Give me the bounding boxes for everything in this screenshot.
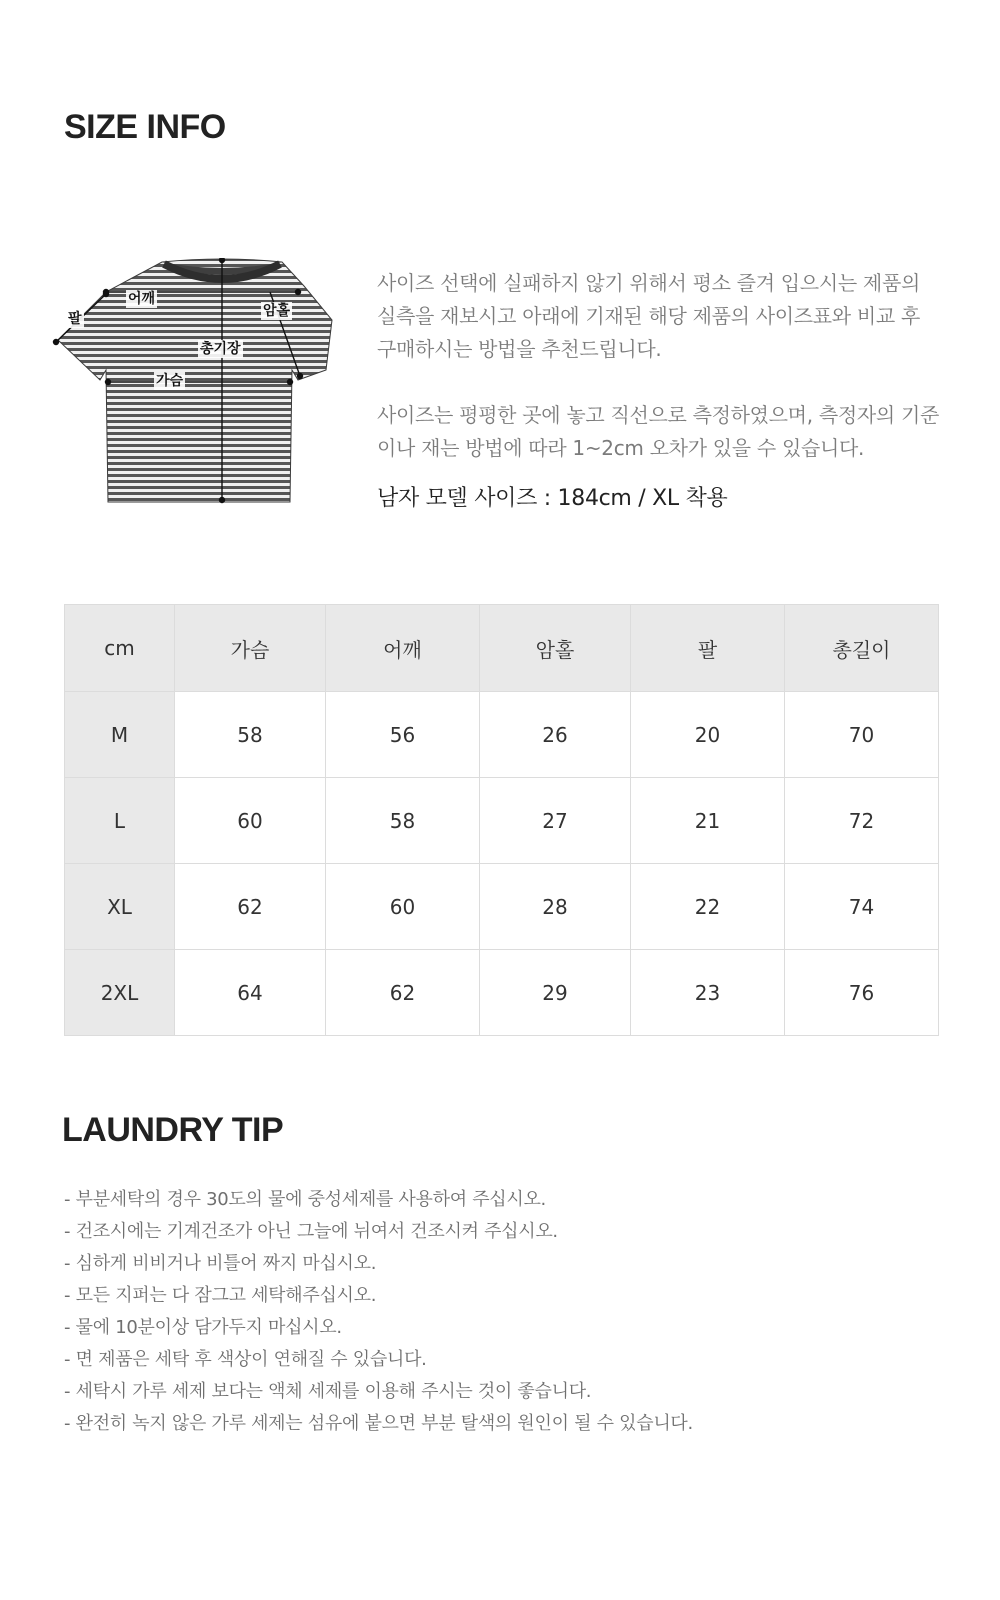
table-row [65, 864, 939, 950]
list-item: - 면 제품은 세탁 후 색상이 연해질 수 있습니다. [64, 1349, 427, 1370]
list-item: - 세탁시 가루 세제 보다는 액체 세제를 이용해 주시는 것이 좋습니다. [64, 1381, 592, 1402]
laundry-tip-title: LAUNDRY TIP [62, 1111, 284, 1149]
size-guide-text [377, 267, 952, 465]
table-row [65, 692, 939, 778]
tshirt-measurement-diagram [50, 258, 350, 522]
header-chest: 가슴 [175, 605, 326, 692]
table-cell: 62 [326, 950, 480, 1036]
guide-line: 이나 재는 방법에 따라 1~2cm 오차가 있을 수 있습니다. [377, 436, 865, 460]
table-cell: 56 [326, 692, 480, 778]
guide-line: 사이즈 선택에 실패하지 않기 위해서 평소 즐겨 입으시는 제품의 [377, 271, 920, 295]
shoulder-label: 어깨 [128, 291, 156, 307]
table-cell: 22 [631, 864, 785, 950]
table-cell: 26 [480, 692, 631, 778]
chest-label: 가슴 [156, 373, 184, 389]
size-table [64, 604, 939, 1036]
sleeve-label: 팔 [68, 311, 82, 327]
table-cell: 58 [175, 692, 326, 778]
list-item: - 부분세탁의 경우 30도의 물에 중성세제를 사용하여 주십시오. [64, 1189, 546, 1210]
table-cell: 74 [785, 864, 939, 950]
table-cell: 60 [175, 778, 326, 864]
table-cell: 58 [326, 778, 480, 864]
table-cell: 27 [480, 778, 631, 864]
size-label: M [65, 692, 175, 778]
guide-line: 구매하시는 방법을 추천드립니다. [377, 337, 662, 361]
list-item: - 모든 지퍼는 다 잠그고 세탁해주십시오. [64, 1285, 377, 1306]
header-armhole: 암홀 [480, 605, 631, 692]
total-length-label: 총기장 [200, 341, 241, 357]
header-unit: cm [65, 605, 175, 692]
guide-line: 사이즈는 평평한 곳에 놓고 직선으로 측정하였으며, 측정자의 기준 [377, 403, 939, 427]
table-cell: 60 [326, 864, 480, 950]
model-size-note: 남자 모델 사이즈 : 184cm / XL 착용 [377, 486, 728, 511]
size-label: L [65, 778, 175, 864]
table-cell: 64 [175, 950, 326, 1036]
table-cell: 23 [631, 950, 785, 1036]
header-total-length: 총길이 [785, 605, 939, 692]
table-cell: 28 [480, 864, 631, 950]
list-item: - 건조시에는 기계건조가 아닌 그늘에 뉘여서 건조시켜 주십시오. [64, 1221, 558, 1242]
laundry-tip-list [64, 1184, 693, 1440]
table-cell: 20 [631, 692, 785, 778]
table-cell: 29 [480, 950, 631, 1036]
list-item: - 물에 10분이상 담가두지 마십시오. [64, 1317, 342, 1338]
table-cell: 62 [175, 864, 326, 950]
size-label: XL [65, 864, 175, 950]
table-cell: 72 [785, 778, 939, 864]
size-info-title: SIZE INFO [64, 108, 226, 146]
table-cell: 70 [785, 692, 939, 778]
guide-line: 실측을 재보시고 아래에 기재된 해당 제품의 사이즈표와 비교 후 [377, 304, 920, 328]
table-row [65, 778, 939, 864]
table-cell: 76 [785, 950, 939, 1036]
header-shoulder: 어깨 [326, 605, 480, 692]
tshirt-illustration [50, 258, 350, 522]
header-sleeve: 팔 [631, 605, 785, 692]
size-label: 2XL [65, 950, 175, 1036]
armhole-label: 암홀 [263, 303, 291, 319]
list-item: - 완전히 녹지 않은 가루 세제는 섬유에 붙으면 부분 탈색의 원인이 될 수 있습니다. [64, 1413, 693, 1434]
list-item: - 심하게 비비거나 비틀어 짜지 마십시오. [64, 1253, 377, 1274]
table-cell: 21 [631, 778, 785, 864]
table-row [65, 950, 939, 1036]
table-header-row [65, 605, 939, 692]
